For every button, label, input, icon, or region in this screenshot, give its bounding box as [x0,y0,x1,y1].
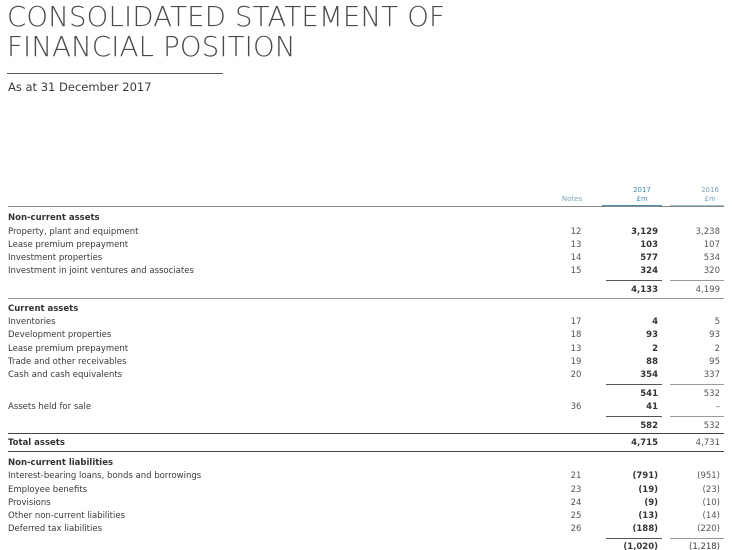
non-current-assets-heading: Non-current assets [8,213,100,223]
row-value-2016: 320 [703,266,720,276]
row-note: 18 [570,330,582,340]
subtotal-rule-2016 [670,280,724,281]
row-label: Development properties [8,330,112,340]
row-value-2017: (13) [638,511,658,521]
row-value-2016: 2 [714,344,720,354]
row-value-2016: – [715,402,720,412]
row-label: Employee benefits [8,485,88,495]
year-2016-unit: £m [704,195,716,203]
row-label: Lease premium prepayment [8,240,129,250]
subtotal-2017-cut [610,542,658,550]
row-value-2016: (23) [702,485,720,495]
row-value-2016: (14) [702,511,720,521]
section-heading [8,213,724,226]
table-row [8,511,724,524]
row-note: 25 [570,511,582,521]
subtotal-2017: 541 [640,389,658,399]
year-2017-underline [602,205,662,206]
table-row [8,227,724,240]
row-label: Provisions [8,498,51,508]
current-assets-total-2017: 582 [640,421,658,431]
table-row [8,524,724,537]
subtotal-2016-cut [672,542,720,550]
subtotal-rule-2017 [606,280,662,281]
row-value-2016: 5 [714,317,720,327]
statement-title [7,2,567,62]
subtotal-rule-2016 [670,384,724,385]
row-value-2017: 93 [646,330,658,340]
row-value-2017: 41 [646,402,658,412]
subtotal-rule-2016 [670,416,724,417]
header-divider [8,206,724,207]
table-row [8,471,724,484]
section-divider [8,298,724,299]
row-label: Investment properties [8,253,103,263]
table-row [8,370,724,383]
row-value-2017: (188) [632,524,658,534]
subtotal-rule-2016 [670,538,724,539]
table-row [8,485,724,498]
row-value-2016: 3,238 [695,227,720,237]
row-label: Inventories [8,317,56,327]
subtotal-rule-2017 [606,538,662,539]
row-value-2017: 324 [640,266,658,276]
row-label: Lease premium prepayment [8,344,129,354]
liabilities-subtotal-2016: (1,218) [689,542,720,550]
row-label: Assets held for sale [8,402,92,412]
row-note: 14 [570,253,582,263]
row-value-2017: 2 [652,344,658,354]
row-value-2016: 95 [709,357,720,367]
year-2017-header [622,186,662,204]
row-value-2016: 534 [703,253,720,263]
row-value-2017: (791) [632,471,658,481]
year-2017-label: 2017 [633,186,651,194]
row-value-2017: 103 [640,240,658,250]
subtotal-2016: 4,199 [695,285,720,295]
row-value-2016: 337 [703,370,720,380]
total-assets-label: Total assets [8,438,65,448]
current-assets-total-2016: 532 [703,421,720,431]
subtotal-2017: 4,133 [631,285,658,295]
total-assets-2016: 4,731 [695,438,720,448]
row-note: 19 [570,357,582,367]
year-2017-unit: £m [636,195,648,203]
total-row [8,438,724,451]
section-heading [8,458,724,471]
liabilities-subtotal-2017: (1,020) [623,542,658,550]
row-note: 36 [570,402,582,412]
table-row [8,357,724,370]
current-assets-heading: Current assets [8,304,79,314]
row-label: Investment in joint ventures and associates [8,266,194,276]
subtotal-row [8,389,724,402]
row-note: 17 [570,317,582,327]
row-label: Trade and other receivables [8,357,127,367]
row-value-2016: (220) [697,524,720,534]
notes-column-header: Notes [561,195,583,203]
non-current-liabilities-heading: Non-current liabilities [8,458,114,468]
table-row [8,317,724,330]
subtotal-rule-2017 [606,384,662,385]
row-label: Deferred tax liabilities [8,524,103,534]
row-label: Other non-current liabilities [8,511,126,521]
row-note: 24 [570,498,582,508]
table-row [8,266,724,279]
year-2016-label: 2016 [701,186,719,194]
table-row [8,344,724,357]
year-2016-header [690,186,730,204]
total-assets-2017: 4,715 [631,438,658,448]
row-note: 15 [570,266,582,276]
table-row [8,498,724,511]
subtotal-row [8,285,724,298]
row-note: 13 [570,344,582,354]
section-divider [8,433,724,434]
row-value-2017: 354 [640,370,658,380]
statement-date: As at 31 December 2017 [8,80,152,94]
row-value-2017: (19) [638,485,658,495]
table-row [8,240,724,253]
title-line-2: FINANCIAL POSITION [7,31,296,63]
section-divider [8,451,724,452]
row-note: 26 [570,524,582,534]
year-2016-underline [670,205,724,206]
row-label: Cash and cash equivalents [8,370,123,380]
subtotal-rule-2017 [606,416,662,417]
row-note: 23 [570,485,582,495]
section-heading [8,304,724,317]
row-value-2016: (10) [702,498,720,508]
row-value-2016: (951) [697,471,720,481]
row-value-2016: 107 [703,240,720,250]
row-note: 20 [570,370,582,380]
table-row [8,330,724,343]
table-row [8,253,724,266]
row-value-2017: (9) [644,498,658,508]
row-value-2017: 88 [646,357,658,367]
row-label: Property, plant and equipment [8,227,139,237]
title-line-1: CONSOLIDATED STATEMENT OF [7,1,446,33]
row-value-2017: 3,129 [631,227,658,237]
row-note: 13 [570,240,582,250]
row-value-2017: 4 [652,317,658,327]
title-rule [7,73,223,74]
row-label: Interest-bearing loans, bonds and borrowings [8,471,202,481]
subtotal-2016: 532 [703,389,720,399]
table-row [8,402,724,415]
row-note: 12 [570,227,582,237]
row-value-2016: 93 [709,330,720,340]
row-note: 21 [570,471,582,481]
row-value-2017: 577 [640,253,658,263]
